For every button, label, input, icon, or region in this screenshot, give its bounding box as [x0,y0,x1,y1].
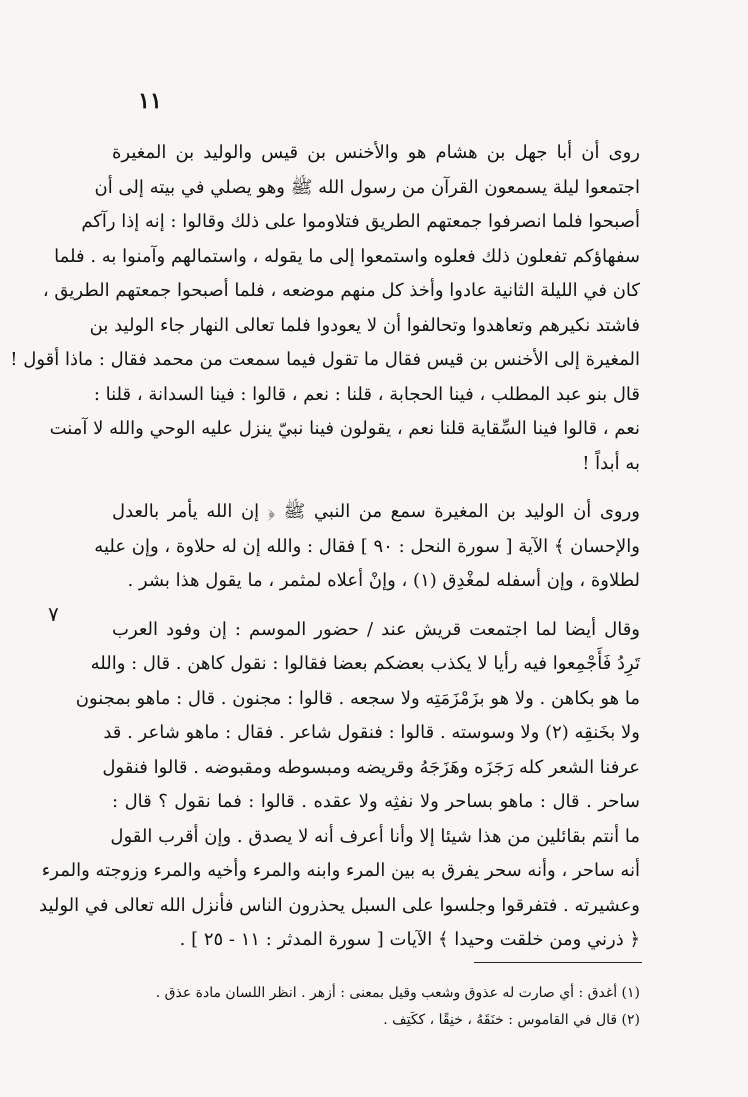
text-line: وروى أن الوليد بن المغيرة سمع من النبي ﷺ ﴿ إن الله يأمر بالعدل [112,501,640,522]
page-number: ١١ [138,88,162,114]
text-line: وقال أيضا لما اجتمعت قريش عند / حضور الموسم : إن وفود العرب [112,618,640,640]
paragraph-3 [39,613,640,958]
text-line: والإحسان ﴾ الآية [ سورة النحل : ٩٠ ] فقال : والله إن له حلاوة ، وإن عليه [94,535,640,557]
footnote-divider [474,962,642,963]
margin-folio-number: ٧ [48,602,59,626]
text-line: قال بنو عبد المطلب ، فينا الحجابة ، قلنا : نعم ، قالوا : فينا السدانة ، قلنا : [93,383,640,405]
text-line: نعم ، قالوا فينا السِّقاية قلنا نعم ، يقولون فينا نبيّ ينزل عليه الوحي والله لا آمنت [49,418,640,439]
text-line: روى أن أبا جهل بن هشام هو والأخنس بن قيس والوليد بن المغيرة [112,142,640,163]
text-line: وعشيرته . فتفرقوا وجلسوا على السبل يحذرون الناس فأنزل الله تعالى في الوليد [39,894,640,916]
text-line: تَرِدُ فَأَجْمِعوا فيه رأيا لا يكذب بعضكم بعضا فقالوا : نقول كاهن . قال : والله [90,653,640,674]
text-line: المغيرة إلى الأخنس بن قيس فقال ما تقول فيما سمعت من محمد فقال : ماذا أقول ! [10,349,640,370]
footnote-2: (٢) قال في القاموس : خنَقَهُ ، خنِقًا ، ككَتِف . [383,1012,640,1028]
text-line: أنه ساحر ، وأنه سحر يفرق به بين المرء وابنه والمرء وأخيه والمرء وزوجته والمرء [41,860,640,881]
text-line: به أبداً ! [582,452,640,474]
paragraph-gap [112,599,640,613]
text-line: سفهاؤكم تفعلون ذلك فعلوه واستمعوا إلى ما يقوله ، واستمالهم وآمنوا به . فلما [54,245,640,267]
text-line: ولا بخَنقِه (٢) ولا وسوسته . قالوا : فنقول شاعر . فقال : ماهو شاعر . قد [103,722,640,743]
text-line: فاشتد نكيرهم وتعاهدوا وتحالفوا أن لا يعودوا فلما تعالى النهار جاء الوليد بن [89,314,640,336]
footnotes [112,980,640,1034]
paragraph-gap [112,481,640,495]
text-line: ما هو بكاهن . ولا هو بزَمْزَمَتِه ولا سجعه . قالوا : مجنون . قال : ماهو بمجنون [75,687,640,709]
paragraph-2 [94,495,640,599]
text-line: أصبحوا فلما انصرفوا جمعتهم الطريق فتلاوموا على ذلك وقالوا : إنه إذا رآكم [81,211,640,232]
text-line: لطلاوة ، وإن أسفله لمغْدِق (١) ، وإنْ أعلاه لمثمر ، ما يقول هذا بشر . [127,570,640,591]
text-line: عرفنا الشعر كله رَجَزَه وهَزَجَهُ وقريضه ومبسوطه ومقبوضه . قالوا فنقول [102,756,640,778]
paragraph-1 [10,136,640,481]
main-text [10,136,640,958]
text-line: ما أنتم بقائلين من هذا شيئا إلا وأنا أعرف أنه لا يصدق . وإن أقرب القول [110,825,640,847]
footnote-1: (١) أغدق : أي صارت له عذوق وشعب وقيل بمعنى : أزهر . انظر اللسان مادة عذق . [155,985,640,1001]
text-line: ساحر . قال : ماهو بساحر ولا نفثِه ولا عقده . قالوا : فما نقول ؟ قال : [112,791,640,812]
text-line: ﴿ ذرني ومن خلقت وحيدا ﴾ الآيات [ سورة المدثر : ١١ - ٢٥ ] . [179,929,640,950]
text-line: كان في الليلة الثانية عادوا وأخذ كل منهم موضعه ، فلما أصبحوا جمعتهم الطريق ، [42,280,640,301]
text-line: اجتمعوا ليلة يسمعون القرآن من رسول الله ﷺ وهو يصلي في بيته إلى أن [94,176,640,198]
